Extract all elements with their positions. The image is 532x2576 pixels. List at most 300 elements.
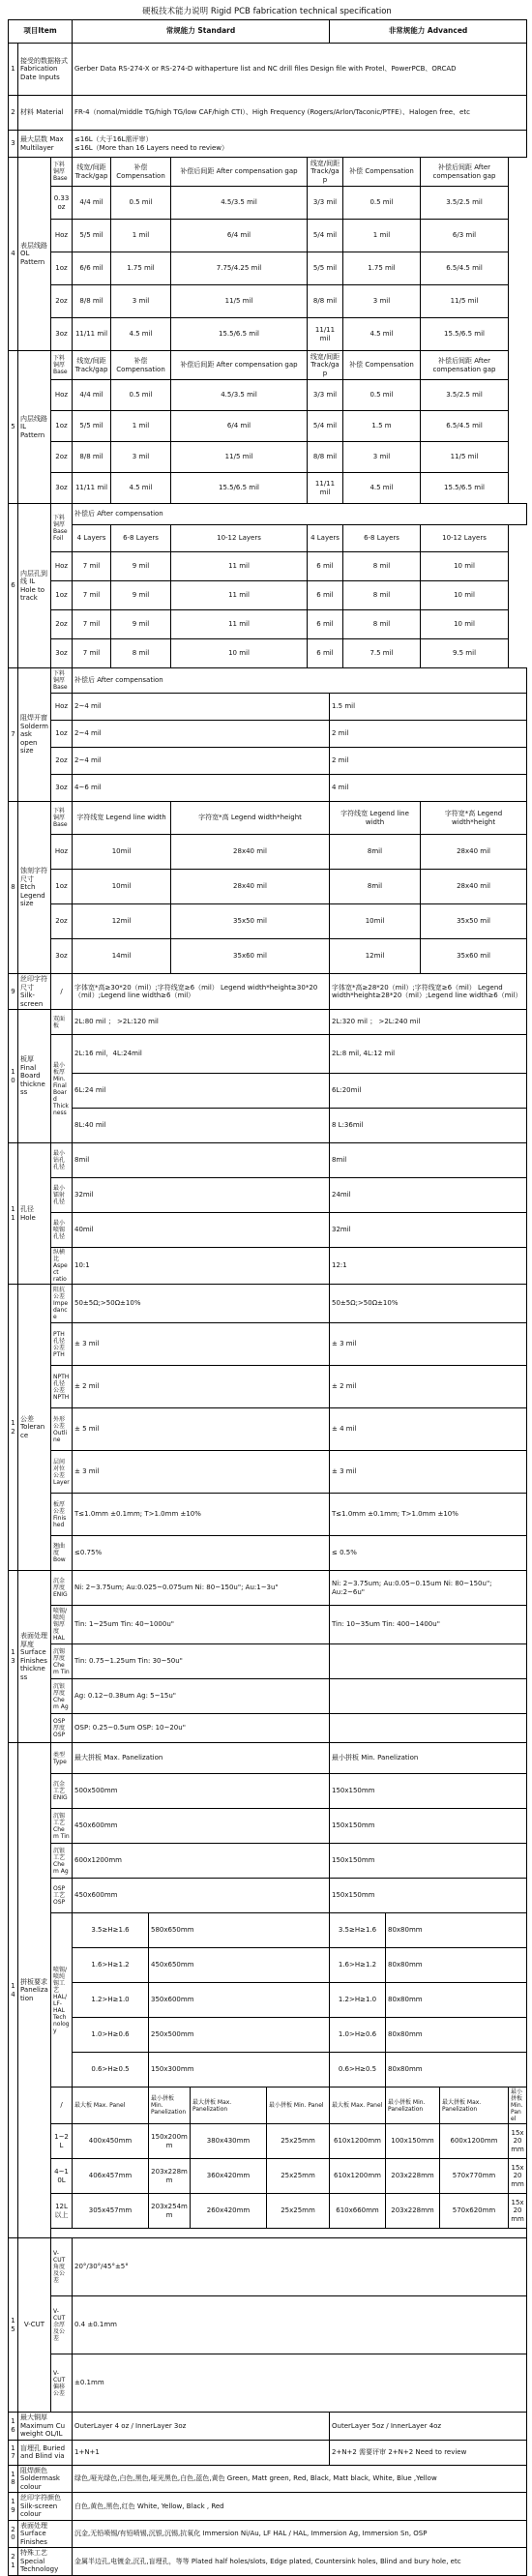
cell: 40mil xyxy=(73,1213,330,1248)
cell: 11/11 mil xyxy=(73,318,111,351)
col-header: 线宽/间距 Track/gap xyxy=(308,158,343,187)
table-row xyxy=(9,2124,527,2159)
cell: 9 mil xyxy=(111,552,171,581)
cell: 6 mil xyxy=(308,610,343,639)
cell: OSP工艺 OSP xyxy=(51,1879,73,1913)
cell: 10:1 xyxy=(73,1248,330,1285)
col-header: 补偿 Compensation xyxy=(343,351,421,380)
cell: 450x600mm xyxy=(73,1809,330,1844)
cell: 8mil xyxy=(330,835,421,870)
cell: ± 2 mil xyxy=(73,1366,330,1408)
row-number: 5 xyxy=(9,351,18,504)
cell: 3 mil xyxy=(111,285,171,318)
table-row xyxy=(9,1913,527,1948)
cell: 150x200mm xyxy=(149,2124,191,2159)
table-row xyxy=(9,187,527,220)
cell xyxy=(330,1644,527,1679)
cell: 9 mil xyxy=(111,581,171,610)
cell: 7 mil xyxy=(73,581,111,610)
col-header: 6-8 Layers xyxy=(343,525,421,552)
table-row xyxy=(9,411,527,442)
table-row xyxy=(9,2053,527,2087)
col-header: 10-12 Layers xyxy=(171,525,308,552)
cell xyxy=(330,1714,527,1743)
row-value xyxy=(73,131,527,158)
col-header: 字符宽*高 Legend width*height xyxy=(421,802,527,835)
cell: 400x450mm xyxy=(73,2124,149,2159)
table-row xyxy=(9,939,527,974)
cell: 12mil xyxy=(73,904,171,939)
cell: 3oz xyxy=(51,639,73,668)
row-number: 18 xyxy=(9,2465,18,2493)
cell: 8 mil xyxy=(343,581,421,610)
table-row xyxy=(9,1035,527,1074)
cell: 1~2L xyxy=(51,2124,73,2159)
cell: 8 mil xyxy=(343,552,421,581)
cell: 6 mil xyxy=(308,639,343,668)
cell: Tin: 0.75~1.25um Tin: 30~50u" xyxy=(73,1644,330,1679)
cell: 406x457mm xyxy=(73,2159,149,2194)
cell: 15.5/6.5 mil xyxy=(421,318,509,351)
cell: 2L:80 mil ； >2L:120 mil xyxy=(73,1010,330,1035)
cell: 5/4 mil xyxy=(308,220,343,252)
cell: 3.5≥H≥1.6 xyxy=(73,1913,149,1948)
cell: 150x150mm xyxy=(330,1879,527,1913)
cell: 2~4 mil xyxy=(73,694,330,721)
row-label: 公差 Tolerance xyxy=(18,1285,51,1571)
cell: 3oz xyxy=(51,775,73,802)
row-max-multilayer xyxy=(9,131,527,158)
table-row xyxy=(9,285,527,318)
cell: 8 L:36mil xyxy=(330,1109,527,1143)
cell: 203x254mm xyxy=(149,2194,191,2229)
cell: 0.5 mil xyxy=(343,187,421,220)
cell: 35x50 mil xyxy=(171,904,330,939)
cell: 25x25mm xyxy=(267,2159,330,2194)
table-row xyxy=(9,1571,527,1606)
row-label: 接受的数据格式 Fabrication Date Inputs xyxy=(18,44,73,96)
cell: 10 mil xyxy=(421,610,509,639)
row-label: 丝印字符颜色 Silk-screen colour xyxy=(18,2493,73,2521)
cell: 1oz xyxy=(51,581,73,610)
cell: 150x300mm xyxy=(149,2053,330,2087)
col-header: 最小拼板 Min. Panelization xyxy=(149,2087,191,2124)
row-number: 2 xyxy=(9,96,18,131)
cell: 2~4 mil xyxy=(73,748,330,775)
cell: 字体宽*高≥30*20（mil）;字符线宽≥6（mil） Legend width*height≥30*20（mil）;Legend line width≥6（mil） xyxy=(73,974,330,1010)
cell: 4.5 mil xyxy=(343,473,421,504)
cell: 8mil xyxy=(330,870,421,904)
table-row xyxy=(9,1983,527,2018)
table-row xyxy=(9,1109,527,1143)
cell: / xyxy=(51,974,73,1010)
col-header: 最大板 Max. Panel xyxy=(330,2087,386,2124)
row-silk-colour xyxy=(9,2493,527,2521)
col-header: 最大拼板 Max. Panelization xyxy=(73,1743,330,1774)
cell: 12mil xyxy=(330,939,421,974)
cell: 150x150mm xyxy=(330,1844,527,1879)
row-number: 10 xyxy=(9,1010,18,1143)
soldermask-header-row xyxy=(9,668,527,694)
cell: Ni: 2~3.75um; Au:0.025~0.075um Ni: 80~150u"; Au:1~3u" xyxy=(73,1571,330,1606)
cell: Ni: 2~3.75um; Au:0.05~0.15um Ni: 80~150u"; Au:2~6u" xyxy=(330,1571,527,1606)
col-header: 补偿 Compensation xyxy=(111,158,171,187)
value-line: ≤16L（大于16L需评审） xyxy=(74,135,153,143)
cell: 11/11 mil xyxy=(308,473,343,504)
table-row xyxy=(9,2296,527,2354)
value-line: ≤16L（More than 16 Layers need to review） xyxy=(74,143,229,152)
col-header: 下料铜厚 Base xyxy=(51,351,73,380)
cell: Hoz xyxy=(51,835,73,870)
table-row xyxy=(9,610,527,639)
cell: 8 mil xyxy=(343,610,421,639)
cell: 11 mil xyxy=(171,610,308,639)
cell: ± 2 mil xyxy=(330,1366,527,1408)
table-row xyxy=(9,1451,527,1494)
cell: 纵横比 Aspect ratio xyxy=(51,1248,73,1285)
cell: T≤1.0mm ±0.1mm; T>1.0mm ±10% xyxy=(73,1494,330,1536)
cell: 7 mil xyxy=(73,610,111,639)
table-row xyxy=(9,748,527,775)
col-header: 最小拼板 Min. Panelization xyxy=(330,1743,527,1774)
table-row xyxy=(9,1285,527,1323)
cell: 11/5 mil xyxy=(171,285,308,318)
cell: 4/4 mil xyxy=(73,187,111,220)
cell: 570x620mm xyxy=(440,2194,509,2229)
cell: 4~6 mil xyxy=(73,775,330,802)
cell: 6.5/4.5 mil xyxy=(421,411,509,442)
table-row xyxy=(9,1714,527,1743)
cell: 80x80mm xyxy=(386,2053,527,2087)
cell: 150x150mm xyxy=(330,1809,527,1844)
cell: 11/5 mil xyxy=(421,285,509,318)
table-row xyxy=(9,721,527,748)
cell: 12L以上 xyxy=(51,2194,73,2229)
cell: 2L:8 mil, 4L:12 mil xyxy=(330,1035,527,1074)
cell: 9.5 mil xyxy=(421,639,509,668)
cell: 50±5Ω;>50Ω±10% xyxy=(330,1285,527,1323)
row-number: 7 xyxy=(9,668,18,802)
cell: 6/4 mil xyxy=(171,220,308,252)
cell: OuterLayer 4 oz / InnerLayer 3oz xyxy=(73,2413,330,2441)
layers-row xyxy=(9,525,527,552)
cell: 203x228mm xyxy=(149,2159,191,2194)
table-row xyxy=(9,1248,527,1285)
cell: 2oz xyxy=(51,442,73,473)
cell: 4.5/3.5 mil xyxy=(171,380,308,411)
spec-table xyxy=(8,19,527,2576)
table-row xyxy=(9,220,527,252)
cell: Hoz xyxy=(51,220,73,252)
cell: 4.5 mil xyxy=(111,473,171,504)
table-row xyxy=(9,1408,527,1451)
cell: 3/3 mil xyxy=(308,187,343,220)
cell: 10 mil xyxy=(421,581,509,610)
cell: 35x60 mil xyxy=(421,939,527,974)
cell: 金属半边孔,电镀金,沉孔,盲埋孔，等等 Plated half holes/slots, Edge plated, Countersink holes, Blind and bury hole, etc xyxy=(73,2548,527,2576)
cell: 1.2>H≥1.0 xyxy=(330,1983,386,2018)
table-row xyxy=(9,1323,527,1366)
cell: 0.5 mil xyxy=(343,380,421,411)
row-label: 特殊工艺 Special Technology xyxy=(18,2548,73,2576)
col-header: 下料铜厚 Base xyxy=(51,668,73,694)
cell: 5/5 mil xyxy=(308,252,343,285)
row-number: 15 xyxy=(9,2238,18,2413)
table-row xyxy=(9,1844,527,1879)
cell: 8L:40 mil xyxy=(73,1109,330,1143)
cell: 4.5 mil xyxy=(111,318,171,351)
row-silk-screen xyxy=(9,974,527,1010)
cell: 380x430mm xyxy=(191,2124,267,2159)
cell: 最小钻孔孔径 xyxy=(51,1143,73,1178)
cell: 1 mil xyxy=(111,220,171,252)
cell: 3/3 mil xyxy=(308,380,343,411)
cell: 15.5/6.5 mil xyxy=(171,473,308,504)
row-number: 12 xyxy=(9,1285,18,1571)
row-number: 1 xyxy=(9,44,18,96)
cell: 绿色,哑光绿色,白色,黑色,哑光黑色,白色,蓝色,黄色 Green, Matt green, Red, Black, Matt black, White, Blue ,Yellow xyxy=(73,2465,527,2493)
col-header: 最小拼板 Min. Panelization xyxy=(386,2087,440,2124)
row-label: 表层线路 OL Pattern xyxy=(18,158,51,351)
row-number: 20 xyxy=(9,2520,18,2548)
cell: 双面板 xyxy=(51,1010,73,1035)
row-label: 材料 Material xyxy=(18,96,73,131)
cell: 32mil xyxy=(330,1213,527,1248)
etch-legend-header-row xyxy=(9,802,527,835)
row-number: 21 xyxy=(9,2548,18,2576)
cell: 25x25mm xyxy=(267,2194,330,2229)
cell: 20°/30°/45°±5° xyxy=(73,2238,527,2296)
cell: 250x500mm xyxy=(149,2018,330,2053)
table-row xyxy=(9,904,527,939)
cell: 12:1 xyxy=(330,1248,527,1285)
col-header: 最大板 Max. Panel xyxy=(73,2087,149,2124)
table-row xyxy=(9,2159,527,2194)
cell: 8mil xyxy=(73,1143,330,1178)
cell: 2~4 mil xyxy=(73,721,330,748)
cell: 610x660mm xyxy=(330,2194,386,2229)
col-header: 最大拼板 Max. Panelization xyxy=(191,2087,267,2124)
col-header: / xyxy=(51,2087,73,2124)
cell: 7 mil xyxy=(73,639,111,668)
col-header: 补偿 Compensation xyxy=(111,351,171,380)
cell: 10mil xyxy=(73,870,171,904)
col-header: 下料铜厚 Base Foil xyxy=(51,504,73,552)
cell: 2+N+2 需要评审 2+N+2 Need to review xyxy=(330,2440,527,2465)
col-header: 字符宽*高 Legend width*height xyxy=(171,802,330,835)
cell: 最小喷锡孔径 xyxy=(51,1213,73,1248)
row-number: 16 xyxy=(9,2413,18,2441)
row-label: 内层线路 IL Pattern xyxy=(18,351,51,504)
cell: V-CUT偏移公差 xyxy=(51,2354,73,2413)
cell: 外形公差 Outline xyxy=(51,1408,73,1451)
cell: 2L:320 mil ； >2L:240 mil xyxy=(330,1010,527,1035)
cell: 8/8 mil xyxy=(73,285,111,318)
cell: 沉金厚度 ENIG xyxy=(51,1571,73,1606)
table-row xyxy=(9,1074,527,1109)
cell: 80x80mm xyxy=(386,1913,527,1948)
header-advanced: 非常规能力 Advanced xyxy=(330,20,527,44)
cell: 11/11 mil xyxy=(308,318,343,351)
cell: 15x20mm xyxy=(509,2124,527,2159)
col-header: 6-8 Layers xyxy=(111,525,171,552)
cell: 0.4 ±0.1mm xyxy=(73,2296,527,2354)
cell: 350x600mm xyxy=(149,1983,330,2018)
cell: 板厚公差 Finished xyxy=(51,1494,73,1536)
col-header: 10-12 Layers xyxy=(421,525,509,552)
cell: 80x80mm xyxy=(386,2018,527,2053)
cell: 3oz xyxy=(51,939,73,974)
table-row xyxy=(9,870,527,904)
cell: 1oz xyxy=(51,870,73,904)
cell: 白色,黄色,黑色,红色 White, Yellow, Black , Red xyxy=(73,2493,527,2521)
table-row xyxy=(9,1010,527,1035)
cell: 610x1200mm xyxy=(330,2159,386,2194)
table-row xyxy=(9,1774,527,1809)
cell: 5/4 mil xyxy=(308,411,343,442)
cell: 类型 Type xyxy=(51,1743,73,1774)
cell: 28x40 mil xyxy=(171,835,330,870)
panel-header-row xyxy=(9,1743,527,1774)
row-number: 11 xyxy=(9,1143,18,1285)
col-header: 字符线宽 Legend line width xyxy=(73,802,171,835)
cell: Tin: 1~25um Tin: 40~1000u" xyxy=(73,1606,330,1644)
cell: ± 3 mil xyxy=(73,1451,330,1494)
cell: Hoz xyxy=(51,380,73,411)
header-row xyxy=(9,20,527,44)
cell: 8/8 mil xyxy=(73,442,111,473)
cell: 610x1200mm xyxy=(330,2124,386,2159)
cell: 3 mil xyxy=(343,442,421,473)
cell: 5/5 mil xyxy=(73,220,111,252)
row-value: FR-4（nomal/middle TG/high TG/low CAF/high CTI）、High Frequency (Rogers/Arlon/Taconic/PTFE）、Halogen free、etc xyxy=(73,96,527,131)
row-number: 8 xyxy=(9,802,18,974)
cell: 305x457mm xyxy=(73,2194,149,2229)
row-number: 14 xyxy=(9,1743,18,2238)
table-row xyxy=(9,2238,527,2296)
cell xyxy=(51,2229,527,2238)
table-row xyxy=(9,2194,527,2229)
cell: ± 3 mil xyxy=(330,1451,527,1494)
table-row xyxy=(9,639,527,668)
cell: 1.6>H≥1.2 xyxy=(73,1948,149,1983)
cell: T≤1.0mm ±0.1mm; T>1.0mm ±10% xyxy=(330,1494,527,1536)
table-row xyxy=(9,552,527,581)
cell: 11/5 mil xyxy=(421,442,509,473)
row-label: 阻焊开窗 Soldermask open size xyxy=(18,668,51,802)
row-number: 13 xyxy=(9,1571,18,1743)
cell: 10 mil xyxy=(171,639,308,668)
cell: 1oz xyxy=(51,411,73,442)
cell: 3 mil xyxy=(343,285,421,318)
cell: 翘曲度 Bow xyxy=(51,1536,73,1571)
col-header: 线宽/间距 Track/gap xyxy=(73,351,111,380)
cell: 15x20mm xyxy=(509,2159,527,2194)
cell: 25x25mm xyxy=(267,2124,330,2159)
table-row xyxy=(9,2018,527,2053)
cell: 4~10L xyxy=(51,2159,73,2194)
cell: 层间对位公差 Layer xyxy=(51,1451,73,1494)
cell: 1.0>H≥0.6 xyxy=(73,2018,149,2053)
row-label: V-CUT xyxy=(18,2238,51,2413)
cell: 2L:16 mil，4L:24mil xyxy=(73,1035,330,1074)
table-row xyxy=(9,1143,527,1178)
cell: 4/4 mil xyxy=(73,380,111,411)
table-row xyxy=(9,473,527,504)
cell: 35x50 mil xyxy=(421,904,527,939)
table-row xyxy=(9,775,527,802)
cell: 3.5/2.5 mil xyxy=(421,380,509,411)
cell: 2oz xyxy=(51,904,73,939)
row-number: 19 xyxy=(9,2493,18,2521)
cell: 3.5≥H≥1.6 xyxy=(330,1913,386,1948)
col-header: 补偿后间距 After compensation gap xyxy=(171,351,308,380)
col-header: 字符线宽 Legend line width xyxy=(330,802,421,835)
cell: 沉金,无铅喷锡/有铅喷锡,沉银,沉锡,抗氧化 Immersion Ni/Au, LF HAL / HAL, Immersion Ag, Immersion Sn, OSP xyxy=(73,2520,527,2548)
cell: 沉银厚度 Chem Ag xyxy=(51,1679,73,1714)
row-number: 6 xyxy=(9,504,18,668)
col-header: 线宽/间距 Track/gap xyxy=(73,158,111,187)
cell: 360x420mm xyxy=(191,2159,267,2194)
cell: 沉锡工艺 Chem Tin xyxy=(51,1809,73,1844)
table-row xyxy=(9,318,527,351)
cell: 3oz xyxy=(51,318,73,351)
cell: 6.5/4.5 mil xyxy=(421,252,509,285)
cell: 字体宽*高≥28*20（mil）;字符线宽≥6（mil） Legend width*height≥28*20（mil）;Legend line width≥6（mil） xyxy=(330,974,527,1010)
cell: 11/11 mil xyxy=(73,473,111,504)
cell: 3oz xyxy=(51,473,73,504)
cell: 7.5 mil xyxy=(343,639,421,668)
cell: Hoz xyxy=(51,694,73,721)
cell: 1oz xyxy=(51,252,73,285)
cell: 1 mil xyxy=(343,220,421,252)
cell: 3.5/2.5 mil xyxy=(421,187,509,220)
cell: 15x20mm xyxy=(509,2194,527,2229)
cell: 600x1200mm xyxy=(73,1844,330,1879)
cell: 0.6>H≥0.5 xyxy=(330,2053,386,2087)
row-label: 拼板要求 Panelization xyxy=(18,1743,51,2238)
row-label: 孔径 Hole xyxy=(18,1143,51,1285)
cell: 2 mil xyxy=(330,721,527,748)
cell xyxy=(330,1679,527,1714)
cell: OSP: 0.25~0.5um OSP: 10~20u" xyxy=(73,1714,330,1743)
row-number: 17 xyxy=(9,2440,18,2465)
table-row xyxy=(9,1948,527,1983)
table-row xyxy=(9,1213,527,1248)
cell: 3 mil xyxy=(111,442,171,473)
row-label: 板厚 Final Board thickness xyxy=(18,1010,51,1143)
table-row xyxy=(9,835,527,870)
cell: 9 mil xyxy=(111,610,171,639)
table-row xyxy=(9,2354,527,2413)
ol-header-row xyxy=(9,158,527,187)
row-label: 丝印字符尺寸 Silk-screen xyxy=(18,974,51,1010)
table-row xyxy=(9,380,527,411)
cell: Hoz xyxy=(51,552,73,581)
col-header: 补偿后 After compensation xyxy=(73,504,527,525)
col-header: 补偿后间距 After compensation gap xyxy=(421,351,509,380)
cell: 450x600mm xyxy=(73,1879,330,1913)
col-header: 线宽/间距 Track/gap xyxy=(308,351,343,380)
cell: 1.75 mil xyxy=(111,252,171,285)
cell: Ag: 0.12~0.38um Ag: 5~15u" xyxy=(73,1679,330,1714)
col-header: 补偿后间距 After compensation gap xyxy=(171,158,308,187)
cell: 2oz xyxy=(51,610,73,639)
cell: 570x770mm xyxy=(440,2159,509,2194)
cell: 11 mil xyxy=(171,552,308,581)
cell: 沉锡厚度 Chem Tin xyxy=(51,1644,73,1679)
cell: 10mil xyxy=(73,835,171,870)
